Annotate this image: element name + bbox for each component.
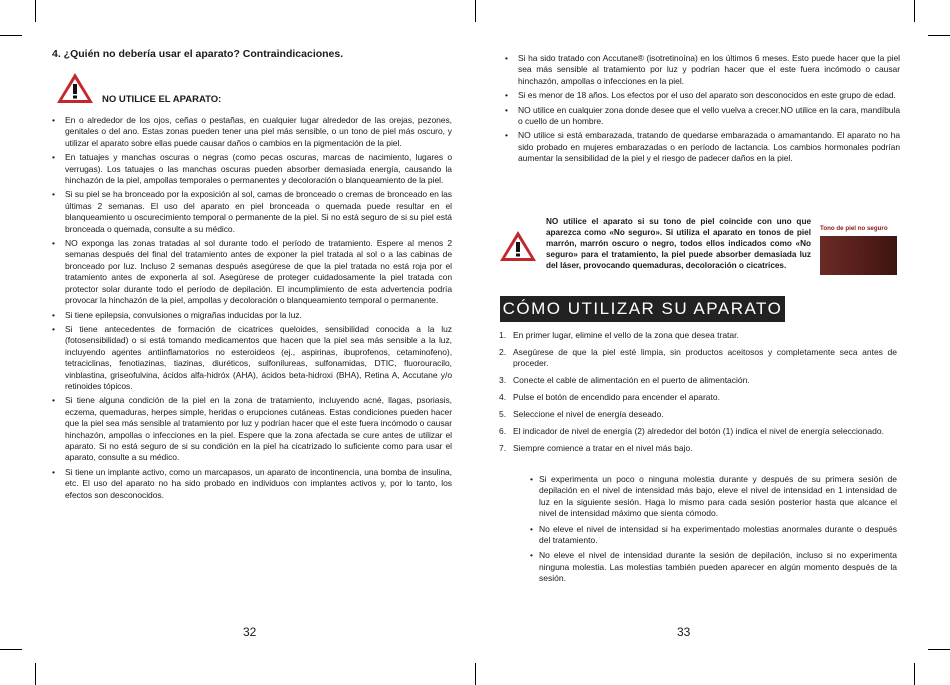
step-number: 5. <box>499 409 507 420</box>
step-text: En primer lugar, elimine el vello de la zona que desea tratar. <box>513 330 739 340</box>
skin-tone-swatch <box>820 236 897 275</box>
step-text: El indicador de nivel de energía (2) alrededor del botón (1) indica el nivel de energía seleccionado. <box>513 425 884 436</box>
step-item <box>499 409 897 420</box>
list-item: • Si ha sido tratado con Accutane® (isotretinoína) en los últimos 6 meses. Esto puede hacer que la piel sea más sensible al tratamiento por luz y podrían hacer que el este fuera incómodo o causar hinchazón, ampollas o infecciones en la piel. <box>505 53 900 87</box>
step-number: 4. <box>499 392 507 403</box>
warning-triangle-icon <box>56 72 94 104</box>
list-item: • Si experimenta un poco o ninguna molestia durante y después de su primera sesión de depilación en el nivel de intensidad más bajo, eleve el nivel de intensidad en 1 intensidad de luz en la siguiente sesión. Haga lo mismo para cada sesión posterior hasta que alcance el nivel de intensidad máximo que sienta cómodo. <box>530 474 897 520</box>
step-item <box>499 347 897 370</box>
list-item: • En tatuajes y manchas oscuras o negras (como pecas oscuras, marcas de nacimiento, lugares o verrugas). Los tatuajes o las manchas oscuras pueden absorber demasiada energía, causando la hinchazón de la piel, ampollas temporales o permanentes y decoloración o blanqueamiento de la piel. <box>52 152 452 186</box>
list-item: • Si tiene alguna condición de la piel en la zona de tratamiento, incluyendo acné, llagas, psoriasis, eczema, quemaduras, herpes simple, heridas o erupciones cutáneas. Estas condiciones pueden hacer que la piel sea más sensible al tratamiento por luz y podrían hacer que el este fuera incómodo o causar hinchazón, ampollas o infecciones en la piel. Espere que la zona afectada se cure antes de utilizar el aparato. Si no está seguro de si su condición en la piel ha cicatrizado lo suficiente como para usar el aparato, consulte a su médico. <box>52 395 452 463</box>
list-item: • No eleve el nivel de intensidad si ha experimentado molestias anormales durante o después del tratamiento. <box>530 524 897 547</box>
warning-label: NO UTILICE EL APARATO: <box>102 94 222 105</box>
list-item: • Si tiene un implante activo, como un marcapasos, un aparato de incontinencia, una bomba de insulina, etc. El uso del aparato no ha sido probado en individuos con implantes activos y, por lo tanto, los efectos son desconocidos. <box>52 467 452 501</box>
section-title: 4. ¿Quién no debería usar el aparato? Contraindicaciones. <box>52 48 344 60</box>
list-item: • Si su piel se ha bronceado por la exposición al sol, camas de bronceado o cremas de bronceado en las últimas 2 semanas. El uso del aparato en piel bronceada o quemada puede resultar en el blanqueamiento u oscurecimiento temporal o permanente de la piel. Si no está seguro de si su piel está bronceada o quemada, consulte a su médico. <box>52 189 452 235</box>
list-item: • NO utilice en cualquier zona donde desee que el vello vuelva a crecer.NO utilice en la cara, mandíbula o cuello de un hombre. <box>505 105 900 128</box>
step-item <box>499 375 897 386</box>
step-text: Seleccione el nivel de energía deseado. <box>513 409 664 420</box>
list-item: • En o alrededor de los ojos, ceñas o pestañas, en cualquier lugar alrededor de las orejas, pezones, genitales o del ano. Estas zonas pueden tener una piel más sensible, o un tono de piel más oscuro, y utilizar el aparato sobre ellas puede causar daños o cambios en la pigmentación de la piel. <box>52 115 452 149</box>
step-number: 7. <box>499 442 507 453</box>
step-item <box>499 330 897 341</box>
right-page <box>475 0 950 685</box>
list-item: • No eleve el nivel de intensidad durante la sesión de depilación, incluso si no experimenta ninguna molestia. Las molestias también pueden aparecer en algún momento después de la sesión. <box>530 550 897 584</box>
usage-steps <box>499 330 897 460</box>
contraindication-list-continued <box>505 53 900 168</box>
step-item <box>499 426 897 437</box>
step-text: Conecte el cable de alimentación en el puerto de alimentación. <box>513 375 750 386</box>
section-banner: CÓMO UTILIZAR SU APARATO <box>500 296 785 322</box>
step-number: 2. <box>499 346 507 357</box>
step-text: Asegúrese de que la piel esté limpia, sin productos aceitosos y completamente seca antes de proceder. <box>513 346 897 369</box>
list-item: • NO exponga las zonas tratadas al sol durante todo el período de tratamiento. Espere al menos 2 semanas después del final del tratamiento antes de exponer la piel tratada al sol o a las cabinas de bronceado por luz. Incluso 2 semanas después asegúrese de que la piel tratada no está roja por el tratamiento antes de exponerla al sol. Asegúrese de proteger cuidadosamente la piel tratada con protector solar durante todo el período de depilación. El incumplimiento de esta advertencia podría provocar la hinchazón de la piel, ampollas y decoloración o blanqueamiento temporal o permanente. <box>52 238 452 306</box>
skin-tone-warning: NO utilice el aparato si su tono de piel coincide con uno que aparezca como «No seguro». Si utiliza el aparato en tonos de piel marrón, marrón oscuro o negro, todos ellos indicados como «No seguro» para el tratamiento, la piel puede absorber demasiada luz del láser, provocando quemaduras, decoloración o cicatrices. <box>546 217 811 271</box>
step-number: 1. <box>499 330 507 340</box>
step-item <box>499 392 897 403</box>
warning-triangle-icon <box>499 230 537 262</box>
intensity-sub-list <box>530 474 897 589</box>
page-number: 33 <box>677 625 691 639</box>
step-text: Siempre comience a tratar en el nivel más bajo. <box>513 442 693 453</box>
swatch-label: Tono de piel no seguro <box>820 225 888 232</box>
step-text: Pulse el botón de encendido para encender el aparato. <box>513 392 720 403</box>
step-number: 3. <box>499 375 507 386</box>
contraindication-list <box>52 115 452 504</box>
list-item: • Si es menor de 18 años. Los efectos por el uso del aparato son desconocidos en este grupo de edad. <box>505 90 900 101</box>
list-item: • Si tiene epilepsia, convulsiones o migrañas inducidas por la luz. <box>52 310 452 321</box>
list-item: • Si tiene antecedentes de formación de cicatrices queloides, sensibilidad conocida a la luz (fotosensibilidad) o si está tomando medicamentos que hacen que la piel sea más sensible a la luz, incluyendo agentes antiinflamatorios no esteroideos (ej., aspirinas, ibuprofenos, cetaminofeno), tetraciclinas, fenotiazinas, tiazinas, diuréticos, sulfonilureas, sulfonamidas, DTIC, fluorouracilo, vinblastina, griseofulvina, ácidos alfa-hidróx (AHA), ácidos beta-hidroxi (BHA), Retina A, Accutane y/o retinoides tópicos. <box>52 324 452 392</box>
list-item: • NO utilice si está embarazada, tratando de quedarse embarazada o amamantando. El aparato no ha sido probado en mujeres embarazadas o en período de lactancia. Los cambios hormonales podrían aumentar la sensibilidad de la piel y el riesgo de padecer daños en la piel. <box>505 130 900 164</box>
step-number: 6. <box>499 425 507 436</box>
step-item <box>499 443 897 454</box>
page-number: 32 <box>243 625 257 639</box>
